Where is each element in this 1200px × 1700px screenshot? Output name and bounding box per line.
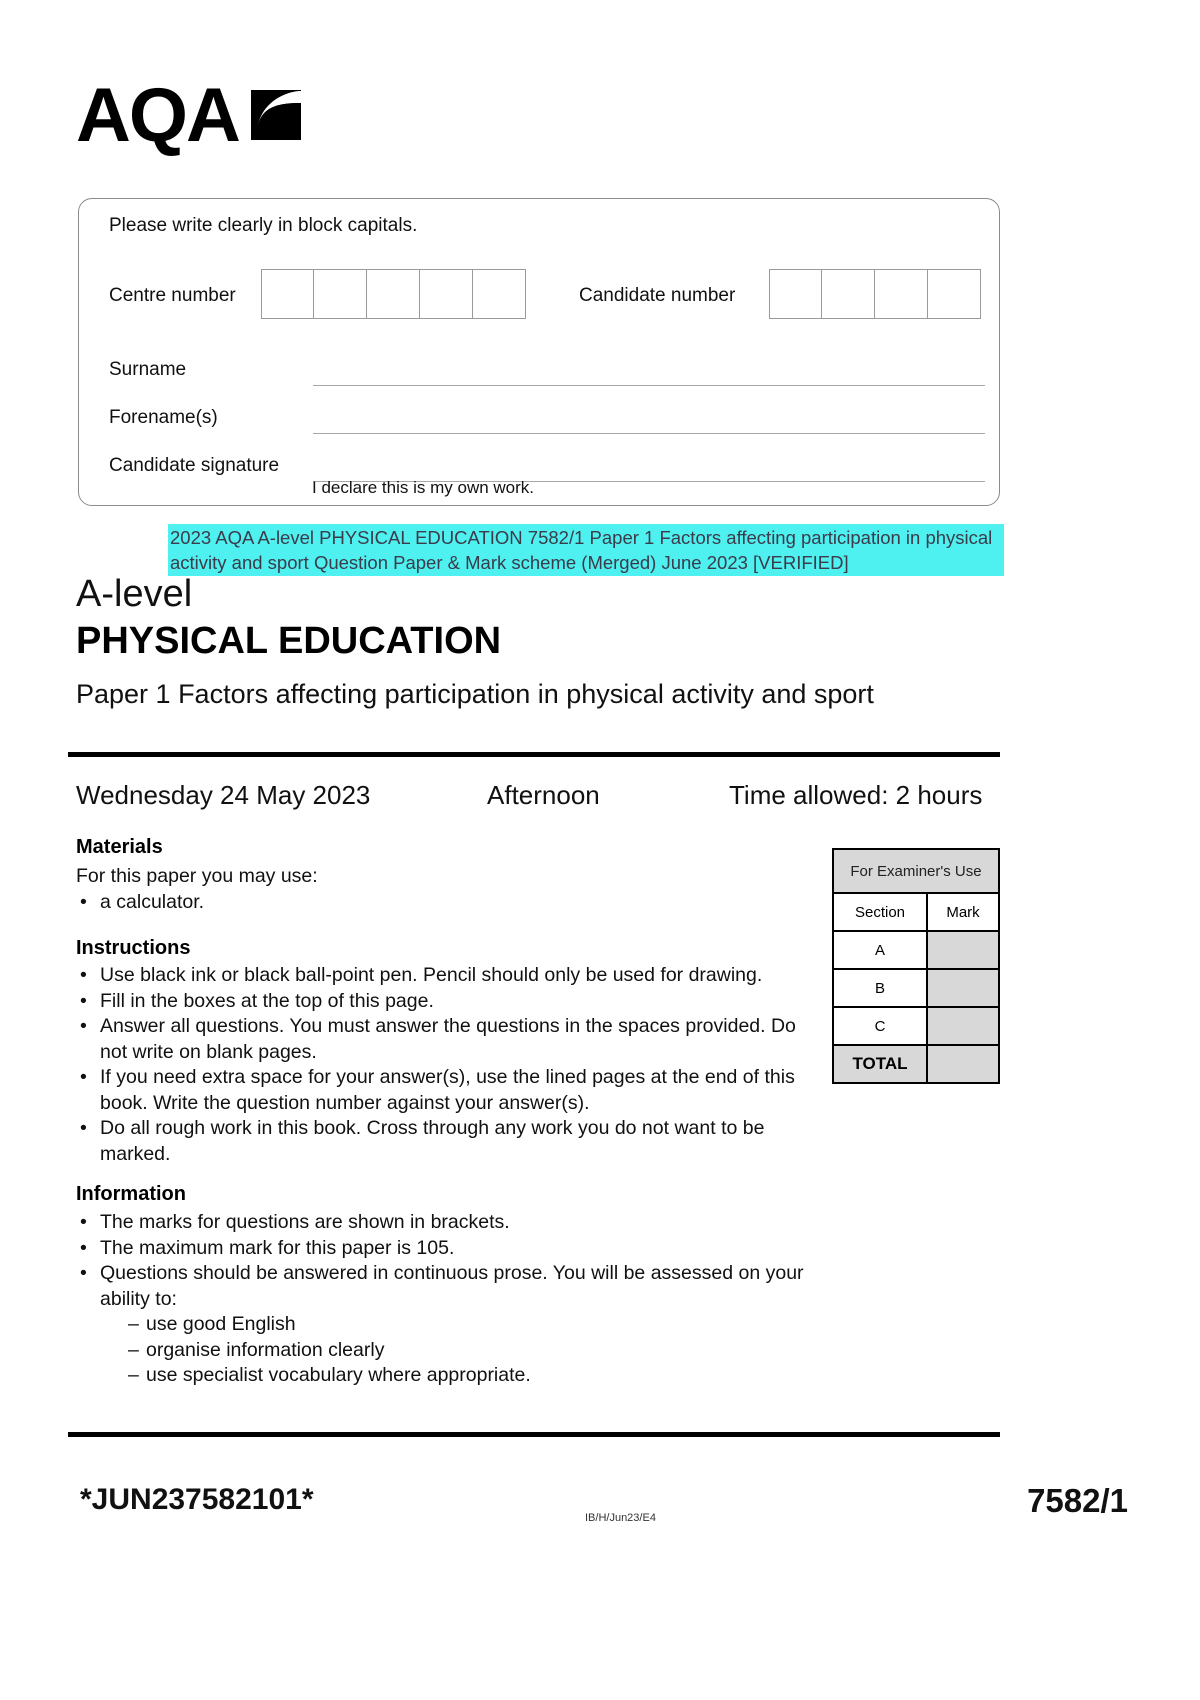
list-item: • Use black ink or black ball-point pen. Pencil should only be used for drawing. [76,963,816,989]
table-row[interactable] [834,1008,998,1046]
surname-label: Surname [109,359,187,380]
column-header-mark: Mark [928,894,998,930]
forename-input[interactable] [313,433,985,434]
materials-list [76,890,816,916]
total-mark-cell[interactable] [928,1046,998,1082]
subject-title: PHYSICAL EDUCATION [76,620,502,662]
centre-number-label: Centre number [109,285,236,306]
candidate-number-cell[interactable] [928,269,981,319]
list-item-text: Questions should be answered in continuous prose. You will be assessed on your ability to: [100,1262,804,1310]
information-list [76,1210,816,1389]
aqa-leaf-icon [245,84,307,151]
table-row[interactable] [834,932,998,970]
table-header-row [834,894,998,932]
section-label: A [834,932,928,968]
examiner-use-table [832,848,1000,1084]
paper-code: 7582/1 [1027,1482,1128,1519]
sub-list-item: – organise information clearly [128,1338,816,1364]
candidate-number-cell[interactable] [875,269,928,319]
candidate-number-input[interactable] [769,269,981,319]
centre-number-cell[interactable] [367,269,420,319]
highlighted-document-title-banner: 2023 AQA A-level PHYSICAL EDUCATION 7582/1 Paper 1 Factors affecting participation in physical activity and sport Question Paper & Mark scheme (Merged) June 2023 [VERIFIED] [168,524,1004,576]
section-label: C [834,1008,928,1044]
aqa-logo-text: AQA [76,73,239,158]
total-label: TOTAL [834,1046,928,1082]
centre-number-cell[interactable] [420,269,473,319]
instructions-heading: Instructions [76,937,191,959]
list-item: • a calculator. [76,890,816,916]
examiner-table-title: For Examiner's Use [834,850,998,894]
candidate-number-cell[interactable] [822,269,875,319]
divider-top [68,752,1000,757]
centre-code: IB/H/Jun23/E4 [585,1512,656,1524]
list-item: • Answer all questions. You must answer the questions in the spaces provided. Do not write on blank pages. [76,1014,816,1065]
centre-number-cell[interactable] [473,269,526,319]
centre-number-cell[interactable] [261,269,314,319]
paper-title: Paper 1 Factors affecting participation in physical activity and sport [76,679,874,709]
materials-intro: For this paper you may use: [76,865,318,887]
information-heading: Information [76,1183,186,1205]
list-item: • The marks for questions are shown in brackets. [76,1210,816,1236]
centre-number-cell[interactable] [314,269,367,319]
exam-date: Wednesday 24 May 2023 [76,780,371,810]
mark-cell[interactable] [928,932,998,968]
divider-bottom [68,1432,1000,1437]
list-item [76,1261,816,1389]
column-header-section: Section [834,894,928,930]
qualification-level: A-level [76,573,193,615]
exam-time-allowed: Time allowed: 2 hours [729,780,983,810]
candidate-number-cell[interactable] [769,269,822,319]
candidate-details-box [78,198,1000,506]
table-row[interactable] [834,970,998,1008]
candidate-signature-label: Candidate signature [109,455,280,476]
declaration-text: I declare this is my own work. [312,478,535,497]
barcode-text: *JUN237582101* [80,1483,314,1516]
mark-cell[interactable] [928,970,998,1006]
candidate-number-label: Candidate number [579,285,736,306]
list-item: • Fill in the boxes at the top of this page. [76,989,816,1015]
list-item: • Do all rough work in this book. Cross through any work you do not want to be marked. [76,1116,816,1167]
section-label: B [834,970,928,1006]
exam-session: Afternoon [487,780,600,810]
list-item: • The maximum mark for this paper is 105. [76,1236,816,1262]
sub-list-item: – use good English [128,1312,816,1338]
sub-list-item: – use specialist vocabulary where appropriate. [128,1363,816,1389]
table-row-total[interactable] [834,1046,998,1082]
information-sub-list [100,1312,816,1389]
surname-input[interactable] [313,385,985,386]
materials-heading: Materials [76,836,163,858]
forename-label: Forename(s) [109,407,218,428]
mark-cell[interactable] [928,1008,998,1044]
list-item: • If you need extra space for your answer(s), use the lined pages at the end of this book. Write the question number against your answer(s). [76,1065,816,1116]
block-capitals-instruction: Please write clearly in block capitals. [109,215,418,236]
centre-number-input[interactable] [261,269,526,319]
aqa-logo [76,73,307,158]
instructions-list [76,963,816,1167]
